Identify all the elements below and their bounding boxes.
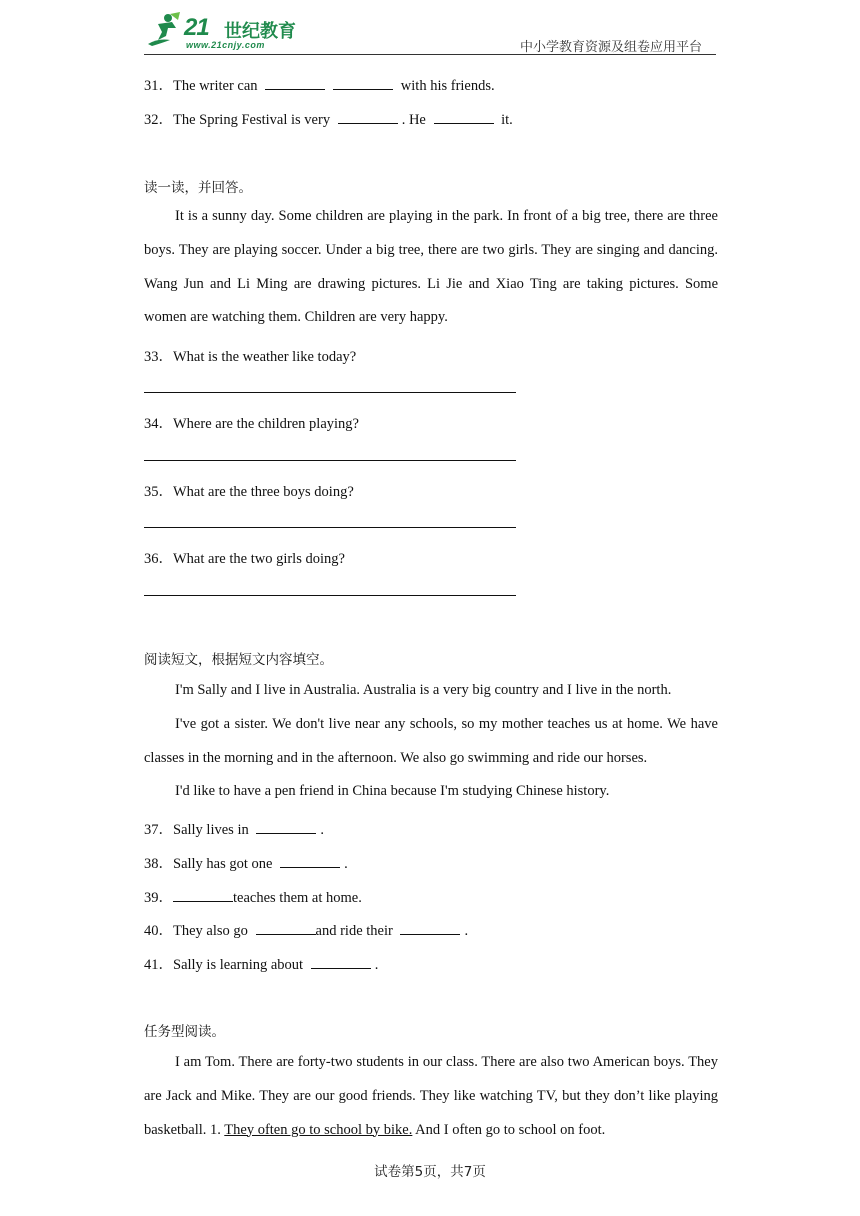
question-number: 36． (144, 551, 173, 567)
answer-line[interactable] (144, 392, 516, 393)
question-41 (144, 953, 378, 974)
question-number: 33． (144, 349, 173, 365)
question-text: Sally lives in (173, 822, 249, 838)
logo-text: 世纪教育 (224, 21, 296, 42)
question-number: 35． (144, 484, 173, 500)
question-number: 31． (144, 78, 173, 94)
page-header (144, 8, 716, 55)
section-title: 阅读短文，根据短文内容填空。 (144, 652, 333, 668)
question-text: Sally is learning about (173, 957, 304, 973)
question-text: it. (501, 112, 513, 128)
answer-blank[interactable] (173, 887, 233, 902)
question-text: . (464, 923, 469, 939)
answer-line[interactable] (144, 595, 516, 596)
answer-blank[interactable] (256, 819, 316, 834)
question-text: What are the two girls doing? (173, 551, 345, 567)
question-text: What are the three boys doing? (173, 484, 354, 500)
answer-line[interactable] (144, 460, 516, 461)
reading-passage: It is a sunny day. Some children are playing in the park. In front of a big tree, there are three boys. They are playing soccer. Under a big tree, there are two girls. They are singing and dancing. Wang Jun and Li Ming are drawing pictures. Li Jie and Xiao Ting are taking pictures. Some women are watching them. Children are very happy. (144, 208, 718, 326)
answer-blank[interactable] (434, 109, 494, 124)
question-text: . He (401, 112, 426, 128)
section-title: 任务型阅读。 (144, 1024, 225, 1040)
answer-blank[interactable] (338, 109, 398, 124)
question-number: 32． (144, 112, 173, 128)
page-footer: 试卷第5页，共7页 (374, 1164, 486, 1180)
question-text: teaches them at home. (233, 890, 362, 906)
answer-blank[interactable] (265, 75, 325, 90)
question-text: They also go (173, 923, 248, 939)
answer-blank[interactable] (280, 853, 340, 868)
question-40 (144, 919, 468, 940)
answer-blank[interactable] (311, 954, 371, 969)
question-number: 40． (144, 923, 173, 939)
answer-blank[interactable] (256, 920, 316, 935)
question-text: The writer can (173, 78, 258, 94)
question-text: and ride their (315, 923, 393, 939)
question-text: The Spring Festival is very (173, 112, 331, 128)
question-38 (144, 852, 348, 873)
question-text: . (344, 856, 348, 872)
question-number: 38． (144, 856, 173, 872)
question-number: 39． (144, 890, 173, 906)
question-39 (144, 886, 362, 907)
question-number: 37． (144, 822, 173, 838)
header-platform-text: 中小学教育资源及组卷应用平台 (519, 40, 702, 55)
question-text: . (320, 822, 324, 838)
question-text: What is the weather like today? (173, 349, 357, 365)
question-37 (144, 818, 324, 839)
question-32 (144, 108, 513, 129)
logo-number: 21 (184, 14, 209, 41)
answer-blank[interactable] (400, 920, 460, 935)
question-text: with his friends. (400, 78, 495, 94)
passage-paragraph: I'd like to have a pen friend in China because I'm studying Chinese history. (175, 783, 610, 799)
section-title: 读一读，并回答。 (144, 180, 252, 196)
answer-line[interactable] (144, 527, 516, 528)
question-31 (144, 74, 495, 95)
answer-blank[interactable] (333, 75, 393, 90)
reading-passage (144, 1046, 718, 1147)
question-36 (144, 547, 345, 568)
question-35 (144, 480, 354, 501)
question-text: Sally has got one (173, 856, 273, 872)
site-logo (144, 10, 314, 52)
underlined-sentence: They often go to school by bike. (224, 1121, 413, 1138)
question-33 (144, 345, 356, 366)
passage-paragraph: I've got a sister. We don't live near any schools, so my mother teaches us at home. We have classes in the morning and in the afternoon. We also go swimming and ride our horses. (144, 716, 718, 766)
runner-logo-icon (144, 10, 184, 50)
question-number: 34． (144, 416, 173, 432)
question-number: 41． (144, 957, 173, 973)
question-34 (144, 412, 359, 433)
passage-text: I am Tom. There are forty-two students in our class. There are also two American boys. They are Jack and Mike. They are our good friends. They like watching TV, but they don’t like playing basketball. 1. (144, 1054, 718, 1138)
question-text: . (374, 957, 379, 973)
passage-paragraph: I'm Sally and I live in Australia. Australia is a very big country and I live in the north. (175, 682, 672, 698)
question-text: Where are the children playing? (173, 416, 359, 432)
passage-text: And I often go to school on foot. (412, 1121, 606, 1138)
logo-url: www.21cnjy.com (186, 40, 265, 50)
